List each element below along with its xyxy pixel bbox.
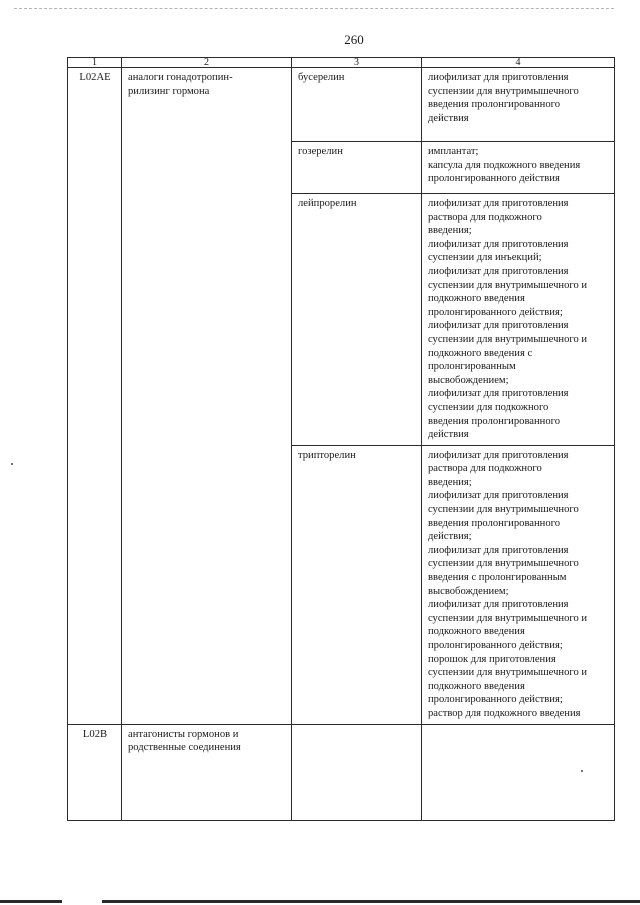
form-line: лиофилизат для приготовления <box>428 72 569 83</box>
group-name-line: антагонисты гормонов и <box>128 728 239 740</box>
form-line: пролонгированного действия <box>428 173 560 185</box>
form-line: введения; <box>428 476 472 488</box>
form-line: лиофилизат для приготовления <box>428 490 569 502</box>
drug-name-cell: лейпрорелин <box>292 194 422 446</box>
form-line: суспензии для инъекций; <box>428 252 542 264</box>
form-line: введения с пролонгированным <box>428 572 567 584</box>
drug-name-cell: трипторелин <box>292 445 422 724</box>
form-line: высвобождением; <box>428 585 509 597</box>
form-line: лиофилизат для приготовления <box>428 320 569 332</box>
form-line: суспензии для внутримышечного и <box>428 333 588 345</box>
table-row-buserelin <box>68 68 615 142</box>
column-header-1: 1 <box>68 58 122 68</box>
form-line: действия <box>428 112 469 124</box>
form-line: лиофилизат для приготовления <box>428 265 569 277</box>
scan-edge-top <box>14 8 614 9</box>
drug-name-cell: гозерелин <box>292 142 422 194</box>
column-header-4: 4 <box>422 58 615 68</box>
form-line: лиофилизат для приготовления <box>428 544 569 556</box>
atc-group-name-cell <box>122 68 292 725</box>
column-header-3: 3 <box>292 58 422 68</box>
form-line: имплантат; <box>428 146 479 157</box>
drug-name-cell: бусерелин <box>292 68 422 142</box>
form-line: суспензии для внутримышечного <box>428 504 579 516</box>
form-line: пролонгированного действия; <box>428 694 563 706</box>
form-line: раствор для подкожного введения <box>428 707 581 719</box>
scan-speck <box>581 770 583 772</box>
atc-group-name-cell <box>122 724 292 820</box>
form-line: раствора для подкожного <box>428 211 542 223</box>
form-line: пролонгированным <box>428 361 516 373</box>
drug-name-cell <box>292 724 422 820</box>
form-line: суспензии для подкожного <box>428 401 549 413</box>
form-line: суспензии для внутримышечного и <box>428 667 588 679</box>
dosage-form-cell <box>422 445 615 724</box>
form-line: лиофилизат для приготовления <box>428 599 569 611</box>
dosage-form-cell <box>422 142 615 194</box>
group-name-line: аналоги гонадотропин- <box>128 72 233 83</box>
form-line: введения пролонгированного <box>428 517 561 529</box>
form-line: лиофилизат для приготовления <box>428 449 569 461</box>
form-line: суспензии для внутримышечного и <box>428 612 588 624</box>
form-line: лиофилизат для приготовления <box>428 238 569 250</box>
atc-code-cell: L02B <box>68 724 122 820</box>
group-name-line: родственные соединения <box>128 742 241 754</box>
table-row-l02b <box>68 724 615 820</box>
form-line: подкожного введения <box>428 626 525 638</box>
dosage-form-cell <box>422 724 615 820</box>
form-line: суспензии для внутримышечного и <box>428 279 588 291</box>
form-line: действия; <box>428 531 472 543</box>
dosage-form-cell <box>422 68 615 142</box>
form-line: высвобождением; <box>428 374 509 386</box>
form-line: капсула для подкожного введения <box>428 159 581 171</box>
form-line: введения; <box>428 225 472 237</box>
atc-code-cell: L02AE <box>68 68 122 725</box>
form-line: раствора для подкожного <box>428 463 542 475</box>
scan-speck <box>11 463 13 465</box>
scan-edge-bottom-gap <box>62 899 102 904</box>
dosage-form-cell <box>422 194 615 446</box>
form-line: пролонгированного действия; <box>428 640 563 651</box>
form-line: суспензии для внутримышечного <box>428 558 579 570</box>
form-line: подкожного введения с <box>428 347 533 359</box>
atc-classification-table <box>67 57 615 821</box>
column-header-2: 2 <box>122 58 292 68</box>
form-line: подкожного введения <box>428 293 525 305</box>
form-line: введения пролонгированного <box>428 415 561 427</box>
form-line: действия <box>428 429 469 441</box>
group-name-line: рилизинг гормона <box>128 85 210 97</box>
form-line: лиофилизат для приготовления <box>428 388 569 400</box>
form-line: пролонгированного действия; <box>428 306 563 318</box>
form-line: подкожного введения <box>428 680 525 692</box>
form-line: суспензии для внутримышечного <box>428 85 579 97</box>
form-line: порошок для приготовления <box>428 653 556 665</box>
form-line: лиофилизат для приготовления <box>428 198 569 209</box>
table-header-row <box>68 58 615 68</box>
form-line: введения пролонгированного <box>428 99 561 111</box>
page-number: 260 <box>344 32 364 47</box>
